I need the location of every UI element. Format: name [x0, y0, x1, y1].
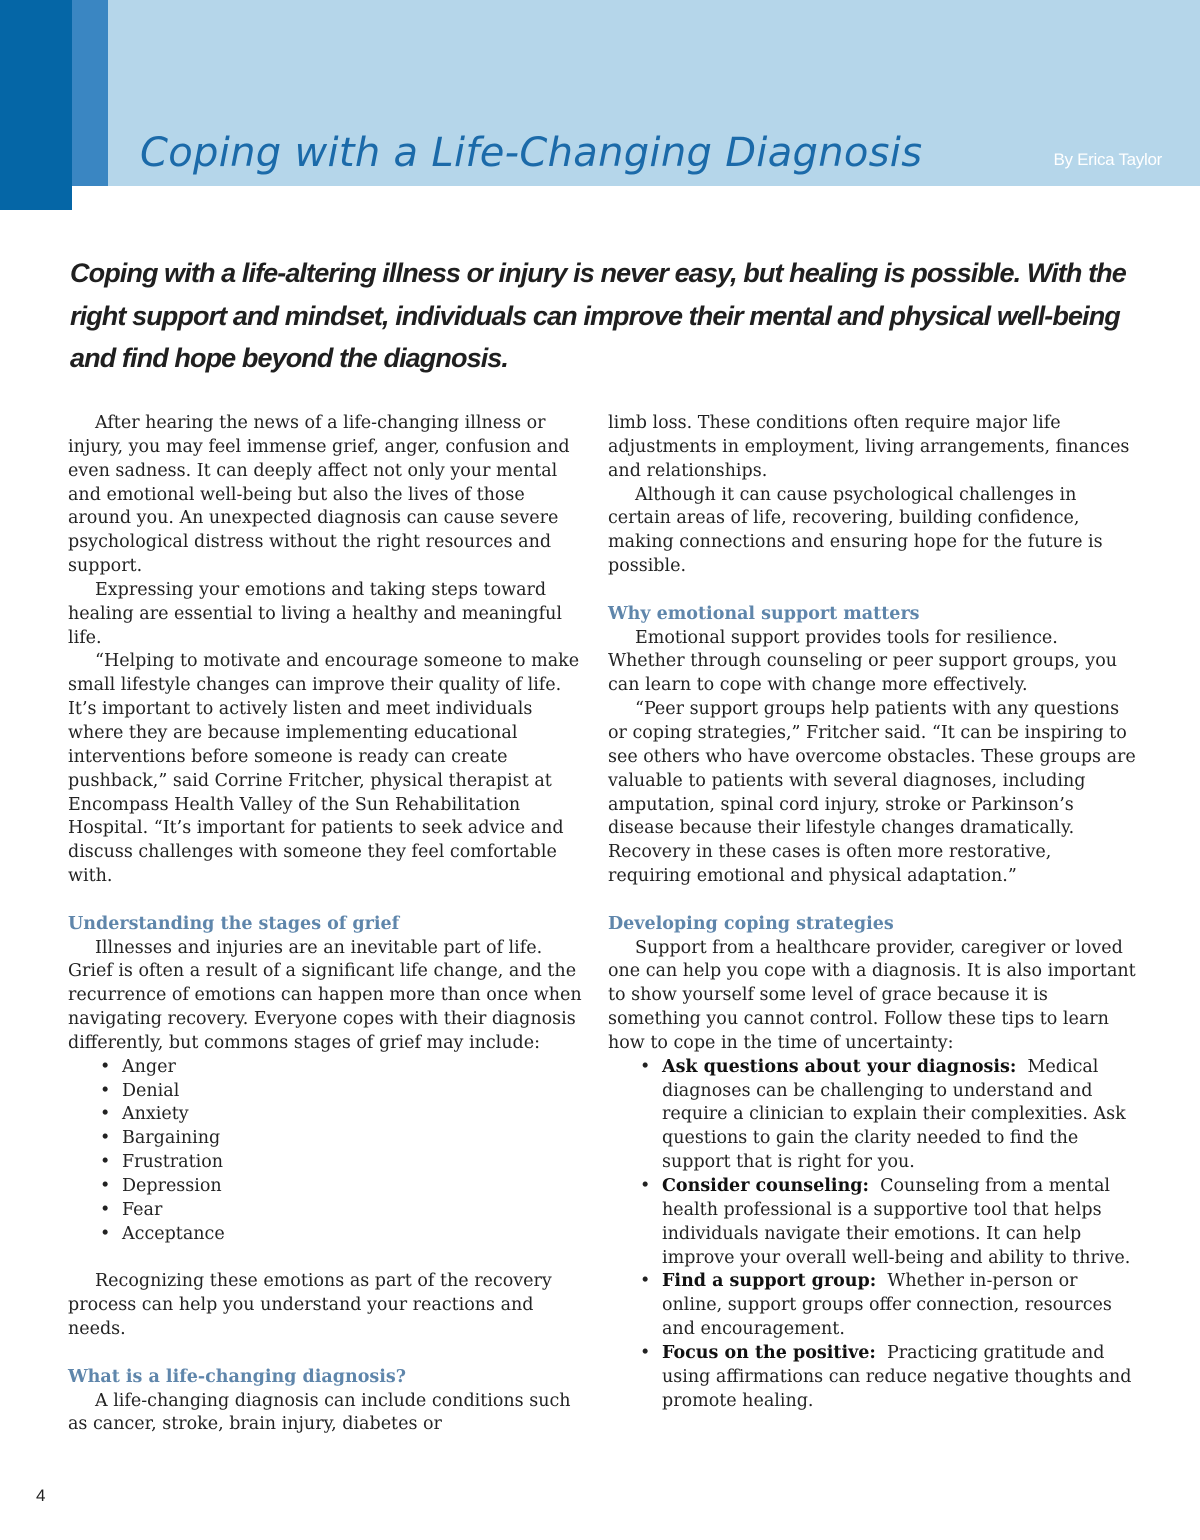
right-column: [608, 412, 1138, 1413]
header-accent-dark: [0, 0, 72, 210]
subheading-coping-strategies: Developing coping strategies: [608, 913, 894, 934]
tip-text: Practicing gratitude and using affirmations can reduce negative thoughts and promote healing.: [662, 1342, 1132, 1411]
list-item: • Depression: [98, 1175, 588, 1199]
paragraph: A life-changing diagnosis can include conditions such as cancer, stroke, brain injury, diabetes or: [68, 1390, 571, 1435]
list-item: [662, 1175, 1138, 1270]
tip-text: Counseling from a mental health professional is a supportive tool that helps individuals navigate their emotions. It can help improve your overall well-being and ability to thrive.: [662, 1176, 1131, 1268]
list-item: • Anxiety: [98, 1103, 588, 1127]
lead-paragraph: Coping with a life-altering illness or injury is never easy, but healing is possible. With the right support and mindset, individuals can improve their mental and physical well-being and find hope beyond the diagnosis.: [70, 258, 1126, 373]
list-item: • Acceptance: [98, 1223, 588, 1247]
list-item: [662, 1342, 1138, 1414]
list-item: [662, 1056, 1138, 1175]
byline: By Erica Taylor: [1053, 150, 1162, 169]
list-item: • Bargaining: [98, 1127, 588, 1151]
paragraph: Support from a healthcare provider, caregiver or loved one can help you cope with a diagnosis. It is also important to show yourself some level of grace because it is something you cannot control. Follow these tips to learn how to cope in the time of uncertainty:: [608, 937, 1136, 1053]
paragraph: Emotional support provides tools for resilience. Whether through counseling or peer support groups, you can learn to cope with change more effectively.: [608, 627, 1117, 696]
tip-text: Medical diagnoses can be challenging to understand and require a clinician to explain their complexities. Ask questions to gain the clarity needed to find the support that is right for you.: [662, 1056, 1126, 1173]
list-item: [662, 1270, 1138, 1342]
paragraph: Recognizing these emotions as part of the recovery process can help you understand your reactions and needs.: [68, 1271, 552, 1340]
coping-tips-list: [608, 1056, 1138, 1414]
list-item: • Fear: [98, 1199, 588, 1223]
paragraph: limb loss. These conditions often require major life adjustments in employment, living arrangements, finances and relationships.: [608, 413, 1130, 481]
subheading-emotional-support: Why emotional support matters: [608, 603, 920, 624]
grief-stages-list: [68, 1056, 588, 1247]
page-number: 4: [36, 1486, 46, 1505]
subheading-stages-of-grief: Understanding the stages of grief: [68, 913, 400, 934]
quote-paragraph: “Peer support groups help patients with any questions or coping strategies,” Fritcher said. “It can be inspiring to see others who have overcome obstacles. These groups are valuable to patients with several diagnoses, including amputation, spinal cord injury, stroke or Parkinson’s disease because their lifestyle changes dramatically. Recovery in these cases is often more restorative, requiring emotional and physical adaptation.”: [608, 699, 1136, 887]
tip-title: Focus on the positive:: [662, 1342, 876, 1363]
quote-paragraph: “Helping to motivate and encourage someone to make small lifestyle changes can improve their quality of life. It’s important to actively listen and meet individuals where they are because implementing educational interventions before someone is ready can create pushback,” said Corrine Fritcher, physical therapist at Encompass Health Valley of the Sun Rehabilitation Hospital. “It’s important for patients to seek advice and discuss challenges with someone they feel comfortable with.: [68, 651, 580, 887]
paragraph: Expressing your emotions and taking steps toward healing are essential to living a healthy and meaningful life.: [68, 579, 562, 648]
tip-text: Whether in-person or online, support groups offer connection, resources and encouragement.: [662, 1271, 1112, 1340]
tip-title: Ask questions about your diagnosis:: [662, 1056, 1017, 1077]
list-item: • Denial: [98, 1080, 588, 1104]
article-title: Coping with a Life-Changing Diagnosis: [140, 130, 923, 176]
tip-title: Find a support group:: [662, 1271, 877, 1292]
paragraph: Illnesses and injuries are an inevitable part of life. Grief is often a result of a significant life change, and the recurrence of emotions can happen more than once when navigating recovery. Everyone copes with their diagnosis differently, but commons stages of grief may include:: [68, 937, 582, 1053]
subheading-life-changing-diagnosis: What is a life-changing diagnosis?: [68, 1366, 406, 1387]
left-column: [68, 412, 588, 1437]
tip-title: Consider counseling:: [662, 1176, 869, 1196]
paragraph: After hearing the news of a life-changing illness or injury, you may feel immense grief, anger, confusion and even sadness. It can deeply affect not only your mental and emotional well-being but also the lives of those around you. An unexpected diagnosis can cause severe psychological distress without the right resources and support.: [68, 413, 570, 577]
list-item: • Anger: [98, 1056, 588, 1080]
list-item: • Frustration: [98, 1151, 588, 1175]
paragraph: Although it can cause psychological challenges in certain areas of life, recovering, building confidence, making connections and ensuring hope for the future is possible.: [608, 484, 1103, 577]
header-accent-light: [72, 0, 108, 186]
